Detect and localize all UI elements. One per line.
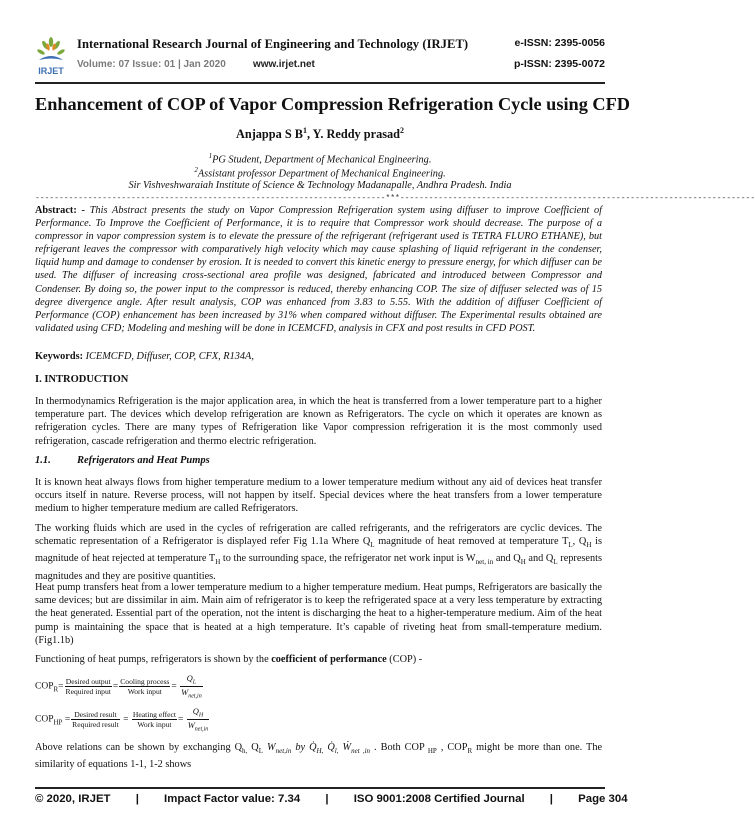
separator-line: -------------------------------------------------------------------------***-------------------------------------------------------------------------- [35,194,755,203]
footer-iso: ISO 9001:2008 Certified Journal [353,793,525,805]
journal-website[interactable]: www.irjet.net [253,59,315,70]
affiliation-2: $^2$Assistant professor Department of Mechanical Engineering. [194,166,446,180]
footer-page-number: Page 304 [578,793,628,805]
section-heading-introduction: I. INTRODUCTION [35,374,129,385]
irjet-logo [35,36,67,80]
abstract: Abstract: - This Abstract presents the study on Vapor Compression Refrigeration system using diffuser to improve Coefficient of Performance. To Improve the Coefficient of Performance, it is to require that Compressor work should decrease. The purpose of a compressor in vapor compression system is to elevate the pressure of the refrigerant (refrigerant used is TETRA FLURO ETHANE), but refrigerant leaves the compressor with comparatively high velocity which may cause splashing of liquid refrigerant in the condenser, liquid hump and damage to condenser by erosion. It is needed to convert this kinetic energy to pressure energy, for which diffuser can be used. The diffuser of increasing cross-sectional area profile was designed, fabricated and introduced between Compressor and Condenser. By doing so, the power input to the compressor is reduced, thereby enhancing COP. The size of diffuser selected was of 15 degree divergence angle. After result analysis, COP was enhanced from 3.83 to 5.55. With the addition of diffuser Coefficient of Performance (COP) enhancement has been increased by 31% when compared without diffuser. The Experimental results obtained are validated using CFD; Modeling and meshing will be done in ICEMCFD, analysis in CFX and post results in CFD POST. [35,205,602,334]
svg-text:IRJET: IRJET [38,66,64,76]
volume-issue: Volume: 07 Issue: 01 | Jan 2020 [77,59,226,70]
e-issn: e-ISSN: 2395-0056 [514,37,605,49]
subsection-heading-1-1: 1.1. Refrigerators and Heat Pumps [35,455,210,466]
paragraph-heat-flow: It is known heat always flows from higher temperature medium to a lower temperature medium without any aid of devices heat transfer occurs itself in nature. Reverse process, will not happen by itself. Special devices where the heat transfers from a lower temperature medium to higher temperature medium are called Refrigerators. [35,477,602,515]
paragraph-working-fluids: The working fluids which are used in the cycles of refrigeration are called refrigerants, and the refrigerators are cyclic devices. The schematic representation of a Refrigerator is displayed refer Fig 1.1a Where $Q_L$ magnitude of heat removed at temperature $T_L$, $Q_H$ is magnitude of heat rejected at temperature $T_H$ to the surrounding space, the refrigerator net work input is $W_{net, in}$ and $Q_H$ and $Q_L$ represents magnitudes and they are positive quantities. [35,523,603,582]
equation-cop-hp: $COP_{HP}$ = $\frac{\text{Desired result}}{\text{Required result}}$ = $\frac{\text{Heating effect}}{\text{Work input}}$ = $\frac{Q_H}{W_{net,in}}$ [35,706,209,733]
affiliation-1: $^1$PG Student, Department of Mechanical Engineering. [208,152,432,166]
affiliation-3: Sir Vishveshwaraiah Institute of Science & Technology Madanapalle, Andhra Pradesh. India [128,180,512,191]
footer-copyright: © 2020, IRJET [35,793,111,805]
page-footer: © 2020, IRJET | Impact Factor value: 7.34 | ISO 9001:2008 Certified Journal | Page 304 [35,793,628,805]
paper-title: Enhancement of COP of Vapor Compression Refrigeration Cycle using CFD [35,94,630,114]
header-rule [35,82,605,84]
footer-impact-factor: Impact Factor value: 7.34 [164,793,301,805]
p-issn: p-ISSN: 2395-0072 [513,58,605,70]
journal-name: International Research Journal of Engineering and Technology (IRJET) [77,37,469,51]
paragraph-cop-relations: Above relations can be shown by exchanging $Q_{h,}$ $Q_L$ $W_{net,in}$ by $Q̇_{H,}$ $Q̇_{l,}$ $Ẇ_{net ,in}$ . Both COP $_{HP}$ , $COP_R$ might be more than one. The similarity of equations 1-1, 1-2 shows [35,742,603,771]
journal-header [35,36,605,82]
keywords: Keywords: ICEMCFD, Diffuser, COP, CFX, R134A, [35,351,254,362]
paragraph-heat-pump: Heat pump transfers heat from a lower temperature medium to a higher temperature medium. Heat pumps, Refrigerators are basically the same devices; but are dissimilar in aim. Main aim of refrigerator is to keep the refrigerated space at a very less temperature by extracting the heat generated. Essential part of the operation, not the intent is discharging the heat to a higher-temperature medium. Aim of the heat pump is maintaining the space that is heated at a high temperature. It’s capable of riveting heat from small-temperature medium. (Fig1.1b) [35,582,602,646]
equation-cop-r: $COP_R=$ $\frac{\text{Desired output}}{\text{Required input}}$ = $\frac{\text{Cooling process}}{\text{Work input}}$ = $\frac{Q_L}{W_{net,in}}$ [35,673,202,700]
authors: Anjappa S $B^1$, Y. Reddy prasad$^2$ [235,126,405,142]
paragraph-cop-intro: Functioning of heat pumps, refrigerators is shown by the coefficient of performance (COP) - [35,654,423,665]
intro-paragraph: In thermodynamics Refrigeration is the major application area, in which the heat is transferred from a lower temperature part to a higher temperature part. The devices which develop refrigeration are known as Refrigerators. The cycle on which it operates are known as refrigeration cycles. There are many types of Refrigeration like Vapor compression refrigeration it is the most commonly used refrigeration, cascade refrigeration and thermo electric refrigeration. [35,396,602,447]
footer-rule [35,787,605,789]
